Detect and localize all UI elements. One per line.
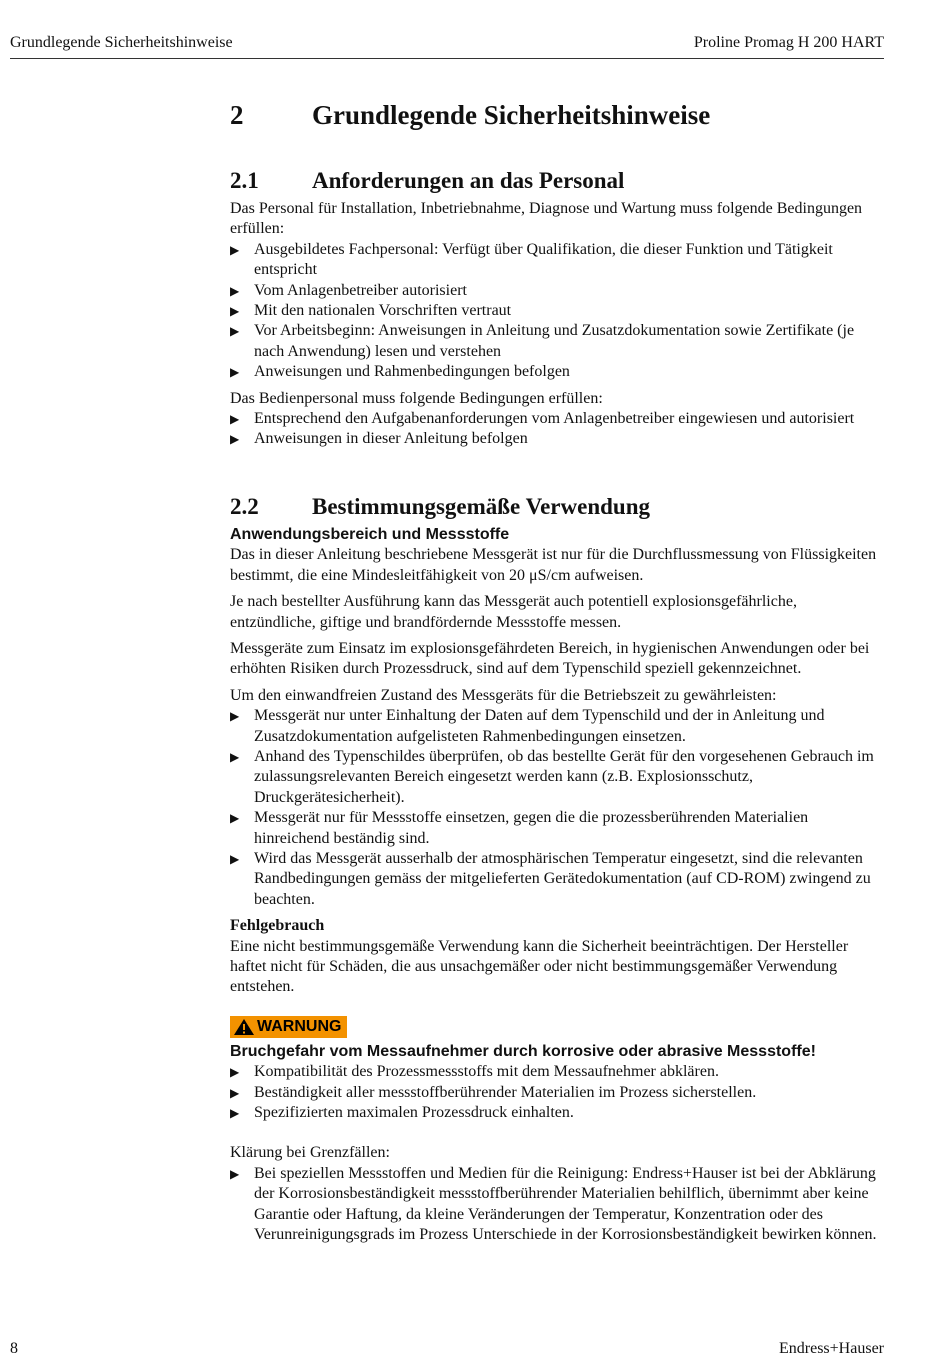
bullet-list — [230, 1164, 886, 1246]
paragraph: Um den einwandfreien Zustand des Messgeräts für die Betriebszeit zu gewährleisten: — [230, 686, 777, 704]
page-number: 8 — [10, 1340, 18, 1357]
paragraph: Das Personal für Installation, Inbetriebnahme, Diagnose und Wartung muss folgende Bedingungen erfüllen: — [230, 200, 863, 238]
list-item: ▶ Ausgebildetes Fachpersonal: Verfügt über Qualifikation, die dieser Funktion und Tätigkeit entspricht — [230, 240, 833, 279]
list-item: ▶ Entsprechend den Aufgabenanforderungen vom Anlagenbetreiber eingewiesen und autorisiert — [230, 409, 886, 429]
list-item: ▶ Wird das Messgerät ausserhalb der atmosphärischen Temperatur eingesetzt, sind die relevanten Randbedingungen gemäss der mitgelieferten Gerätedokumentation (auf CD-ROM) zwingend zu beachten. — [230, 849, 871, 908]
arrow-bullet-icon: ▶ — [230, 811, 240, 826]
arrow-bullet-icon: ▶ — [230, 365, 240, 380]
running-header-product: Proline Promag H 200 HART — [693, 34, 884, 51]
list-item: ▶ Vor Arbeitsbeginn: Anweisungen in Anleitung und Zusatzdokumentation sowie Zertifikate (je nach Anwendung) lesen und verstehen — [230, 322, 855, 360]
subheading: Fehlgebrauch — [230, 917, 325, 935]
arrow-bullet-icon: ▶ — [230, 324, 240, 339]
list-item: ▶ Spezifizierten maximalen Prozessdruck einhalten. — [230, 1103, 886, 1123]
warning-label: WARNUNG — [230, 1016, 347, 1038]
header-rule — [10, 58, 884, 59]
paragraph: Das Bedienpersonal muss folgende Bedingungen erfüllen: — [230, 389, 603, 407]
paragraph: Je nach bestellter Ausführung kann das Messgerät auch potentiell explosionsgefährliche, entzündliche, giftige und brandfördernde Messstoffe messen. — [230, 593, 797, 631]
section-heading-2-1 — [230, 166, 886, 196]
section-title: Anforderungen an das Personal — [312, 168, 625, 193]
section-number: 2.1 — [230, 168, 259, 193]
warning-block — [230, 1016, 886, 1040]
list-item: ▶ Vom Anlagenbetreiber autorisiert — [230, 281, 886, 301]
footer-brand: Endress+Hauser — [779, 1340, 884, 1357]
paragraph: Messgeräte zum Einsatz im explosionsgefährdeten Bereich, in hygienischen Anwendungen oder bei erhöhten Risiken durch Prozessdruck, sind auf dem Typenschild speziell gekennzeichnet. — [230, 639, 870, 678]
chapter-number: 2 — [230, 100, 244, 130]
arrow-bullet-icon: ▶ — [230, 1106, 240, 1121]
arrow-bullet-icon: ▶ — [230, 709, 240, 724]
list-item: ▶ Anweisungen und Rahmenbedingungen befolgen — [230, 362, 886, 382]
arrow-bullet-icon: ▶ — [230, 749, 240, 764]
list-item: ▶ Kompatibilität des Prozessmessstoffs mit dem Messaufnehmer abklären. — [230, 1062, 886, 1082]
page-content — [230, 98, 886, 1251]
bullet-list — [230, 1062, 886, 1123]
paragraph: Klärung bei Grenzfällen: — [230, 1144, 390, 1162]
list-item: ▶ Anweisungen in dieser Anleitung befolgen — [230, 429, 886, 449]
running-header-title: Grundlegende Sicherheitshinweise — [10, 34, 233, 51]
arrow-bullet-icon: ▶ — [230, 242, 240, 257]
list-item: ▶ Bei speziellen Messstoffen und Medien für die Reinigung: Endress+Hauser ist bei der Abklärung der Korrosionsbeständigkeit messstoffberührender Materialien behilflich, übernimmt aber keine Garantie oder Haftung, da kleine Veränderungen der Temperatur, Konzentration oder des Verunreinigungsgrads im Prozess Unterschiede in der Korrosionsbeständigkeit bewirken können. — [230, 1164, 877, 1244]
arrow-bullet-icon: ▶ — [230, 1065, 240, 1080]
paragraph: Das in dieser Anleitung beschriebene Messgerät ist nur für die Durchflussmessung von Flüssigkeiten bestimmt, die eine Mindesleitfähigkeit von 20 μS/cm aufweisen. — [230, 546, 877, 584]
warning-triangle-icon — [233, 1018, 255, 1036]
arrow-bullet-icon: ▶ — [230, 412, 240, 427]
arrow-bullet-icon: ▶ — [230, 851, 240, 866]
section-number: 2.2 — [230, 493, 259, 519]
chapter-title: Grundlegende Sicherheitshinweise — [312, 100, 711, 130]
subheading: Anwendungsbereich und Messstoffe — [230, 525, 510, 543]
list-item: ▶ Mit den nationalen Vorschriften vertraut — [230, 301, 886, 321]
chapter-heading — [230, 98, 886, 132]
arrow-bullet-icon: ▶ — [230, 1085, 240, 1100]
bullet-list — [230, 240, 886, 383]
bullet-list — [230, 706, 886, 910]
arrow-bullet-icon: ▶ — [230, 304, 240, 319]
bullet-list — [230, 409, 886, 450]
list-item: ▶ Anhand des Typenschildes überprüfen, ob das bestellte Gerät für den vorgesehenen Gebrauch im zulassungsrelevanten Bereich eingesetzt werden kann (z.B. Explosionsschutz, Druckgerätesicherheit). — [230, 747, 874, 806]
arrow-bullet-icon: ▶ — [230, 283, 240, 298]
list-item: ▶ Messgerät nur unter Einhaltung der Daten auf dem Typenschild und der in Anleitung und Zusatzdokumentation aufgelisteten Rahmenbedingungen einsetzen. — [230, 707, 825, 745]
section-title: Bestimmungsgemäße Verwendung — [312, 493, 651, 519]
list-item: ▶ Beständigkeit aller messstoffberührender Materialien im Prozess sicherstellen. — [230, 1083, 886, 1103]
arrow-bullet-icon: ▶ — [230, 432, 240, 447]
list-item: ▶ Messgerät nur für Messstoffe einsetzen, gegen die die prozessberührenden Materialien hinreichend beständig sind. — [230, 809, 809, 847]
paragraph: Eine nicht bestimmungsgemäße Verwendung kann die Sicherheit beeinträchtigen. Der Hersteller haftet nicht für Schäden, die aus unsachgemäßer oder nicht bestimmungsgemäßer Verwendung entstehen. — [230, 937, 849, 996]
warning-title: Bruchgefahr vom Messaufnehmer durch korrosive oder abrasive Messstoffe! — [230, 1042, 816, 1060]
section-heading-2-2 — [230, 492, 886, 522]
arrow-bullet-icon: ▶ — [230, 1166, 240, 1181]
